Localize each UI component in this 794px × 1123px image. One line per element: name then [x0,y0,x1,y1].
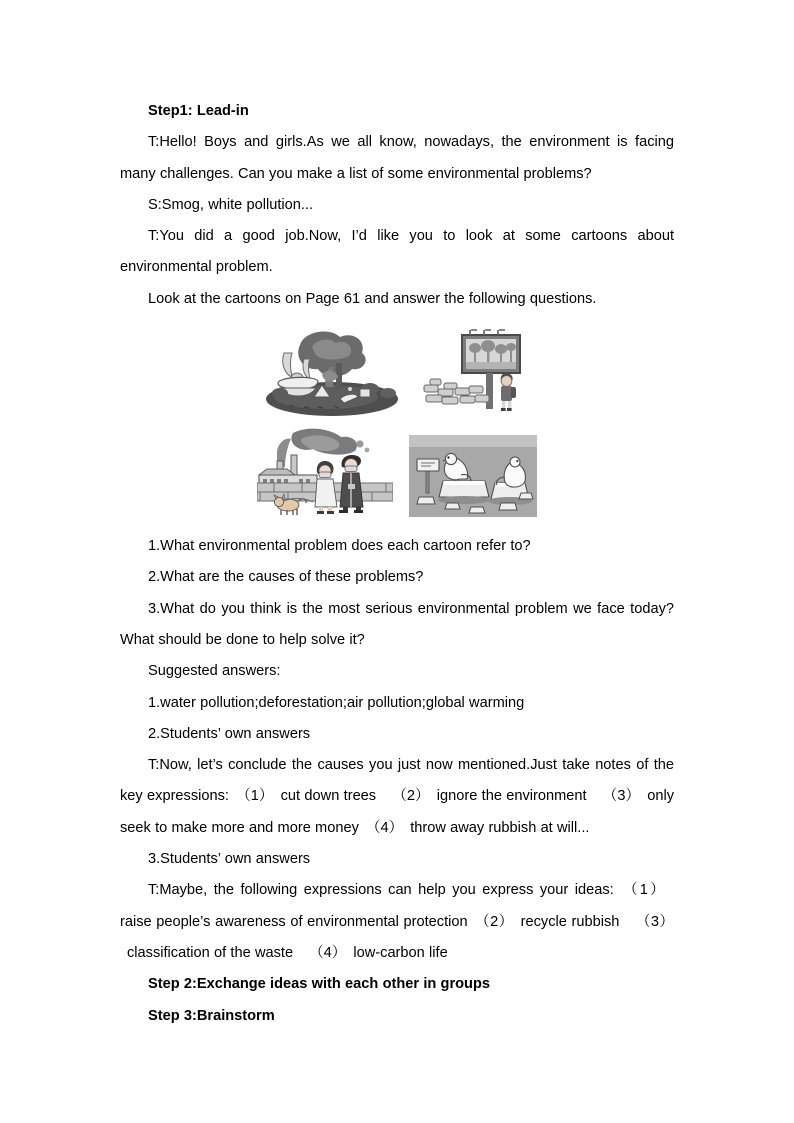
paragraph-student-reply: S:Smog, white pollution... [148,196,314,213]
key-expression-text-2: ignore the environment [436,788,587,805]
heading-step2: Step 2:Exchange ideas with each other in groups [148,976,490,993]
global-warming-polar-bear-cartoon [409,435,537,517]
cartoon-row-bottom [257,427,537,517]
key-expression-text-1: cut down trees [280,788,377,805]
key-expression-marker-1: （1） [235,788,274,805]
helpful-expressions-intro: T:Maybe, the following expressions can help you express your ideas: [148,882,614,899]
question-3: 3.What do you think is the most serious environmental problem we face today?What should be done to help solve it? [120,600,674,648]
answer-3: 3.Students’ own answers [148,851,311,868]
deforestation-billboard-cartoon [422,327,534,419]
helpful-expression-marker-4: （4） [309,944,347,961]
helpful-expression-text-4: low-carbon life [353,944,448,961]
key-expression-text-3: only seek to make more and more money [120,788,675,836]
answer-1: 1.water pollution;deforestation;air pollution;global warming [148,694,525,711]
question-1: 1.What environmental problem does each cartoon refer to? [148,538,531,555]
paragraph-helpful-expressions [120,875,674,969]
heading-step1: Step1: Lead-in [148,103,249,119]
helpful-expression-text-2: recycle rubbish [520,913,620,930]
paragraph-teacher-greeting: T:Hello! Boys and girls.As we all know, nowadays, the environment is facing many challenges. Can you make a list of some environmental problems? [120,134,674,182]
document-body [120,96,674,1032]
heading-step3: Step 3:Brainstorm [148,1007,275,1024]
air-pollution-factory-cartoon [257,427,393,517]
key-expression-marker-2: （2） [392,788,430,805]
water-pollution-fountain-cartoon [260,327,400,419]
paragraph-teacher-cartoons: T:You did a good job.Now, I’d like you to look at some cartoons about environmental problem. [120,228,674,276]
paragraph-key-expressions [120,750,674,844]
key-expression-marker-3: （3） [602,788,641,805]
helpful-expression-marker-1: （1） [620,882,667,899]
key-expression-text-4: throw away rubbish at will... [410,819,590,836]
helpful-expression-text-3: classification of the waste [127,944,294,961]
question-2: 2.What are the causes of these problems? [148,569,424,586]
helpful-expression-marker-3: （3） [635,913,674,930]
cartoon-figure-group [120,327,674,517]
cartoon-row-top [260,327,534,419]
paragraph-look-instruction: Look at the cartoons on Page 61 and answer the following questions. [148,290,597,307]
key-expression-marker-4: （4） [365,819,404,836]
suggested-answers-label: Suggested answers: [148,663,281,680]
key-expressions-intro: T:Now, let’s conclude the causes you just now mentioned.Just take notes of the key expressions: [120,757,674,805]
helpful-expression-marker-2: （2） [474,913,514,930]
helpful-expression-text-1: raise people’s awareness of environmental protection [120,913,468,930]
answer-2: 2.Students’ own answers [148,725,311,742]
